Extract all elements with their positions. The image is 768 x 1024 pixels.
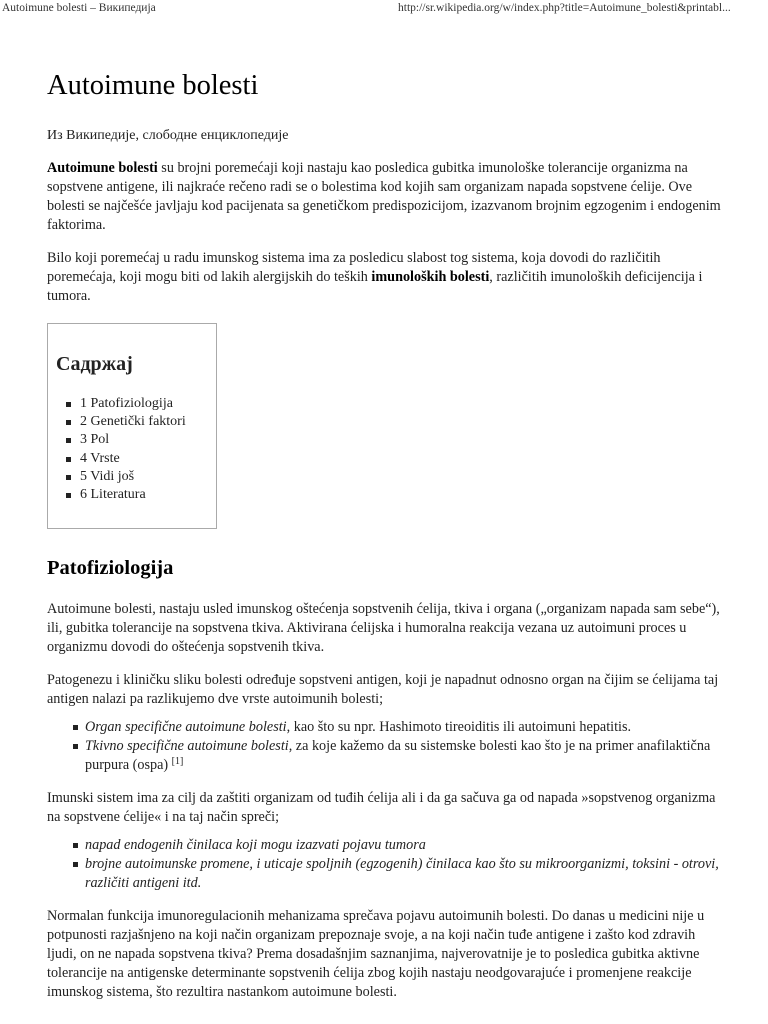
- section-paragraph-3: Imunski sistem ima za cilj da zaštiti organizam od tuđih ćelija ali i da ga sačuva ga od napada »sopstvenog organizma na sopstvene ćelije« i na taj način spreči;: [47, 790, 716, 825]
- site-tagline: Из Википедије, слободне енциклопедије: [47, 128, 289, 143]
- list-item: napad endogenih činilaca koji mogu izazvati pojavu tumora: [85, 836, 727, 855]
- section-paragraph-2: Patogenezu i kliničku sliku bolesti određuje sopstveni antigen, koji je napadnut odnosno organ na čijim se ćelijama taj antigen nalazi pa razlikujemo dve vrste autoimunih bolesti;: [47, 672, 719, 707]
- toc-title: Садржај: [56, 353, 133, 375]
- toc-item-patofiziologija[interactable]: 1 Patofiziologija: [80, 395, 216, 413]
- list-item: brojne autoimunske promene, i uticaje spoljnih (egzogenih) činilaca kao što su mikroorganizmi, toksini - otrovi, različiti antigeni itd.: [85, 855, 727, 893]
- print-header: [0, 0, 768, 16]
- toc-item-geneticki-faktori[interactable]: 2 Genetički faktori: [80, 413, 216, 431]
- protection-list: [47, 836, 727, 893]
- toc-item-vrste[interactable]: 4 Vrste: [80, 450, 216, 468]
- print-header-url: http://sr.wikipedia.org/w/index.php?title=Autoimune_bolesti&printabl...: [398, 2, 731, 14]
- article-content: [47, 68, 727, 1002]
- immunological-diseases-link[interactable]: imunoloških bolesti: [371, 269, 490, 285]
- toc-item-pol[interactable]: 3 Pol: [80, 431, 216, 449]
- list-item: Tkivno specifične autoimune bolesti, za koje kažemo da su sistemske bolesti kao što je na primer anafilaktična purpura (ospa) [1]: [85, 737, 727, 775]
- table-of-contents: [47, 323, 217, 529]
- reference-link-1[interactable]: [1]: [171, 756, 184, 767]
- intro-paragraph-2: Bilo koji poremećaj u radu imunskog sistema ima za posledicu slabost tog sistema, koja dovodi do različitih poremećaja, koji mogu biti od lakih alergijskih do teških imunoloških bolesti, različitih imunoloških deficijencija i tumora.: [47, 250, 703, 304]
- section-heading-patofiziologija: Patofiziologija: [47, 557, 174, 579]
- section-paragraph-1: Autoimune bolesti, nastaju usled imunskog oštećenja sopstvenih ćelija, tkiva i organa („organizam napada sam sebe“), ili, gubitka tolerancije na sopstvena tkiva. Aktivirana ćelijska i humoralna reakcija vezana uz autoimuni proces u organizmu dovodi do oštećenja sopstvenih tkiva.: [47, 601, 720, 655]
- toc-item-vidi-jos[interactable]: 5 Vidi još: [80, 468, 216, 486]
- disease-types-list: [47, 718, 727, 775]
- intro-paragraph-1: Autoimune bolesti su brojni poremećaji koji nastaju kao posledica gubitka imunološke tolerancije organizma na sopstvene antigene, ili najkraće rečeno radi se o bolestima kod kojih sam organizam napada sopstvene ćelije. Ove bolesti se najčešće javljaju kod pacijenata sa genetičkom predispozicijom, izazvanom brojnim egzogenim i endogenim faktorima.: [47, 160, 721, 233]
- toc-item-literatura[interactable]: 6 Literatura: [80, 486, 216, 504]
- list-item: Organ specifične autoimune bolesti, kao što su npr. Hashimoto tireoiditis ili autoimuni hepatitis.: [85, 718, 727, 737]
- intro-term: Autoimune bolesti: [47, 160, 158, 176]
- page-title: Autoimune bolesti: [47, 70, 259, 101]
- section-paragraph-4: Normalan funkcija imunoregulacionih mehanizama sprečava pojavu autoimunih bolesti. Do danas u medicini nije u potpunosti razjašnjeno na koji način organizam prepoznaje svoje, a na koji način tuđe antigene i zašto kod zdravih ljudi, on ne napada sopstvena tkiva? Prema dosadašnjim saznanjima, najverovatnije je to posledica gubitka aktivne tolerancije na antigenske determinante sopstvenih ćelija zbog kojih nastaju neodgovarajuće i promenjene reakcije imunskog sistema, što rezultira nastankom autoimune bolesti.: [47, 908, 705, 1000]
- print-header-title: Autoimune bolesti – Википедија: [2, 2, 156, 14]
